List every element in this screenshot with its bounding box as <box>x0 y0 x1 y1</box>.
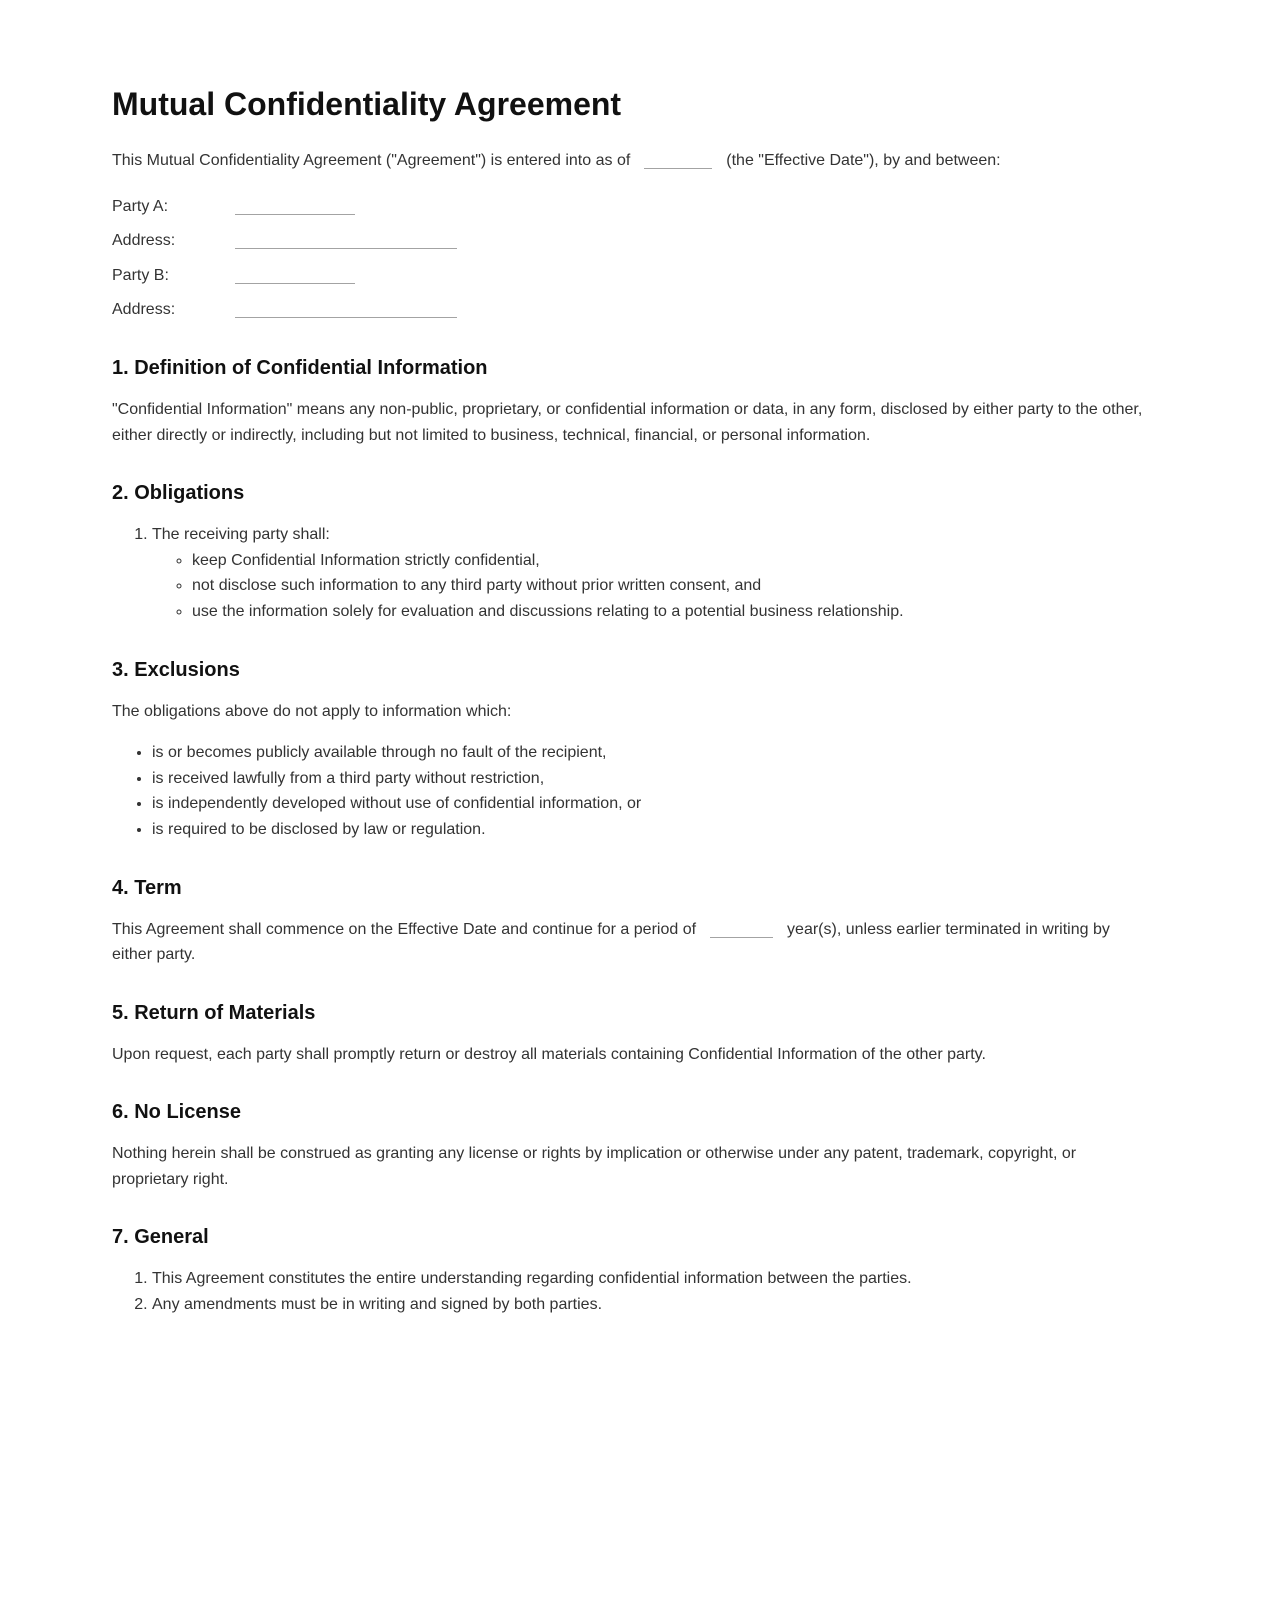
list-item: • is independently developed without use of confidential information, or <box>152 791 1151 817</box>
section-return-of-materials <box>112 1000 1151 1068</box>
party-a-label: Party A: <box>112 197 169 215</box>
section-definition-body: "Confidential Information" means any non-public, proprietary, or confidential information or data, in any form, disclosed by either party to the other, either directly or indirectly, including but not limited to business, technical, financial, or personal information. <box>112 400 1143 444</box>
party-a-row <box>112 194 1151 220</box>
intro-text-after: (the "Effective Date"), by and between: <box>726 152 1001 169</box>
page-title: Mutual Confidentiality Agreement <box>112 86 622 122</box>
section-term <box>112 875 1151 968</box>
section-exclusions <box>112 657 1151 843</box>
term-years-blank <box>710 921 773 938</box>
party-b-address-row <box>112 297 1151 323</box>
party-b-address-blank <box>235 302 457 319</box>
obligations-sub-list <box>152 548 1151 625</box>
term-text-after: year(s), unless earlier terminated in writing by either party. <box>112 920 1110 964</box>
party-b-label: Party B: <box>112 266 169 284</box>
section-exclusions-body: The obligations above do not apply to information which: <box>112 702 512 720</box>
list-item: ◦ not disclose such information to any third party without prior written consent, and <box>192 573 1151 599</box>
section-term-body <box>112 917 1151 968</box>
party-b-row <box>112 263 1151 289</box>
list-item: • is or becomes publicly available through no fault of the recipient, <box>152 740 1151 766</box>
section-obligations-heading: 2. Obligations <box>112 482 245 505</box>
party-a-blank <box>235 198 355 215</box>
section-exclusions-heading: 3. Exclusions <box>112 658 240 681</box>
section-general <box>112 1224 1151 1317</box>
list-item: 1. This Agreement constitutes the entire understanding regarding confidential information between the parties. <box>152 1266 1151 1292</box>
section-no-license <box>112 1099 1151 1192</box>
list-item: 2. Any amendments must be in writing and signed by both parties. <box>152 1292 1151 1318</box>
section-no-license-heading: 6. No License <box>112 1101 241 1124</box>
list-item: • is received lawfully from a third party without restriction, <box>152 766 1151 792</box>
party-a-address-blank <box>235 232 457 249</box>
section-term-heading: 4. Term <box>112 876 182 899</box>
party-a-address-label: Address: <box>112 232 176 250</box>
list-item <box>152 522 1151 624</box>
section-no-license-body: Nothing herein shall be construed as granting any license or rights by implication or otherwise under any patent, trademark, copyright, or proprietary right. <box>112 1145 1077 1188</box>
term-text-before: This Agreement shall commence on the Effective Date and continue for a period of <box>112 920 697 938</box>
general-list <box>112 1266 1151 1317</box>
party-b-blank <box>235 267 355 284</box>
effective-date-blank <box>644 152 712 169</box>
section-obligations <box>112 480 1151 624</box>
intro-text-before: This Mutual Confidentiality Agreement ("Agreement") is entered into as of <box>112 152 631 169</box>
section-general-heading: 7. General <box>112 1226 209 1249</box>
section-definition-heading: 1. Definition of Confidential Information <box>112 356 488 379</box>
party-b-address-label: Address: <box>112 301 176 319</box>
list-item: • is required to be disclosed by law or regulation. <box>152 817 1151 843</box>
list-item: ◦ use the information solely for evaluation and discussions relating to a potential business relationship. <box>192 599 1151 625</box>
section-definition <box>112 355 1151 448</box>
intro-paragraph <box>112 148 1151 174</box>
exclusions-list <box>112 740 1151 842</box>
section-return-body: Upon request, each party shall promptly return or destroy all materials containing Confidential Information of the other party. <box>112 1045 986 1063</box>
section-return-heading: 5. Return of Materials <box>112 1001 316 1024</box>
party-a-address-row <box>112 228 1151 254</box>
obligations-list-intro: The receiving party shall: <box>152 526 330 544</box>
list-item: ◦ keep Confidential Information strictly confidential, <box>192 548 1151 574</box>
obligations-list <box>112 522 1151 624</box>
